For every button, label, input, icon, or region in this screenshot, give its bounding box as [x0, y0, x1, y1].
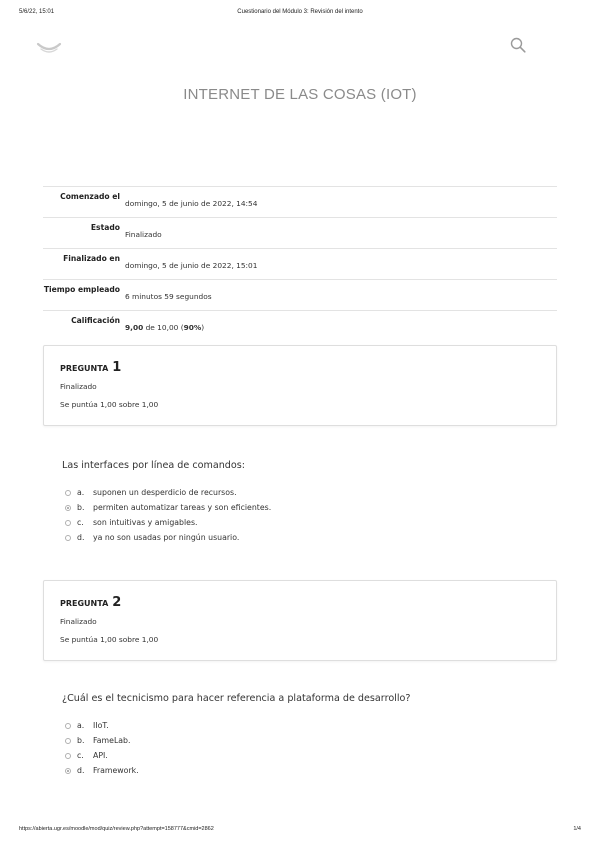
answer-option[interactable]: d. Framework. [65, 763, 139, 778]
grade-end: ) [201, 323, 205, 332]
radio-button[interactable] [65, 490, 71, 496]
summary-value [120, 311, 204, 341]
question-info-box [43, 580, 557, 661]
answer-list [65, 718, 139, 778]
radio-button[interactable] [65, 723, 71, 729]
summary-row-time-taken [43, 279, 557, 310]
radio-button[interactable] [65, 505, 71, 511]
summary-row-grade [43, 310, 557, 341]
answer-option[interactable]: c. son intuitivas y amigables. [65, 515, 271, 530]
summary-label: Finalizado en [63, 254, 120, 263]
radio-button[interactable] [65, 753, 71, 759]
site-logo-icon[interactable] [36, 38, 62, 56]
print-date: 5/6/22, 15:01 [19, 9, 55, 15]
question-text: ¿Cuál es el tecnicismo para hacer referencia a plataforma de desarrollo? [62, 693, 411, 704]
summary-value: domingo, 5 de junio de 2022, 14:54 [125, 199, 258, 208]
course-title: INTERNET DE LAS COSAS (IOT) [183, 86, 417, 103]
grade-mid: de 10,00 ( [143, 323, 184, 332]
question-state: Finalizado [60, 617, 97, 626]
question-number: PREGUNTA 1 [60, 360, 122, 375]
summary-value: domingo, 5 de junio de 2022, 15:01 [125, 261, 258, 270]
question-grade: Se puntúa 1,00 sobre 1,00 [60, 635, 159, 644]
print-page-number: 1/4 [573, 826, 581, 832]
summary-label: Calificación [71, 316, 120, 325]
print-header [19, 9, 581, 19]
answer-option[interactable]: a. IIoT. [65, 718, 139, 733]
search-icon[interactable] [510, 37, 526, 53]
summary-label: Tiempo empleado [43, 285, 120, 294]
radio-button[interactable] [65, 768, 71, 774]
radio-button[interactable] [65, 738, 71, 744]
attempt-summary-table [43, 186, 557, 341]
answer-option[interactable]: d. ya no son usadas por ningún usuario. [65, 530, 271, 545]
question-grade: Se puntúa 1,00 sobre 1,00 [60, 400, 159, 409]
summary-value: 6 minutos 59 segundos [125, 292, 212, 301]
summary-value: Finalizado [125, 230, 162, 239]
summary-row-finished [43, 248, 557, 279]
question-state: Finalizado [60, 382, 97, 391]
grade-score: 9,00 [125, 323, 144, 332]
answer-option[interactable]: b. permiten automatizar tareas y son eficientes. [65, 500, 271, 515]
answer-list [65, 485, 271, 545]
answer-option[interactable]: b. FameLab. [65, 733, 139, 748]
answer-option[interactable]: c. API. [65, 748, 139, 763]
question-number: PREGUNTA 2 [60, 595, 122, 610]
radio-button[interactable] [65, 535, 71, 541]
summary-row-state [43, 217, 557, 248]
grade-percent: 90% [183, 323, 202, 332]
summary-row-started [43, 186, 557, 217]
print-url: https://abierta.ugr.es/moodle/mod/quiz/review.php?attempt=158777&cmid=2862 [19, 826, 214, 832]
answer-option[interactable]: a. suponen un desperdicio de recursos. [65, 485, 271, 500]
radio-button[interactable] [65, 520, 71, 526]
print-footer [19, 826, 581, 836]
summary-label: Comenzado el [60, 192, 120, 201]
print-title: Cuestionario del Módulo 3: Revisión del intento [237, 9, 363, 15]
summary-label: Estado [90, 223, 120, 232]
question-info-box [43, 345, 557, 426]
question-text: Las interfaces por línea de comandos: [62, 460, 245, 471]
